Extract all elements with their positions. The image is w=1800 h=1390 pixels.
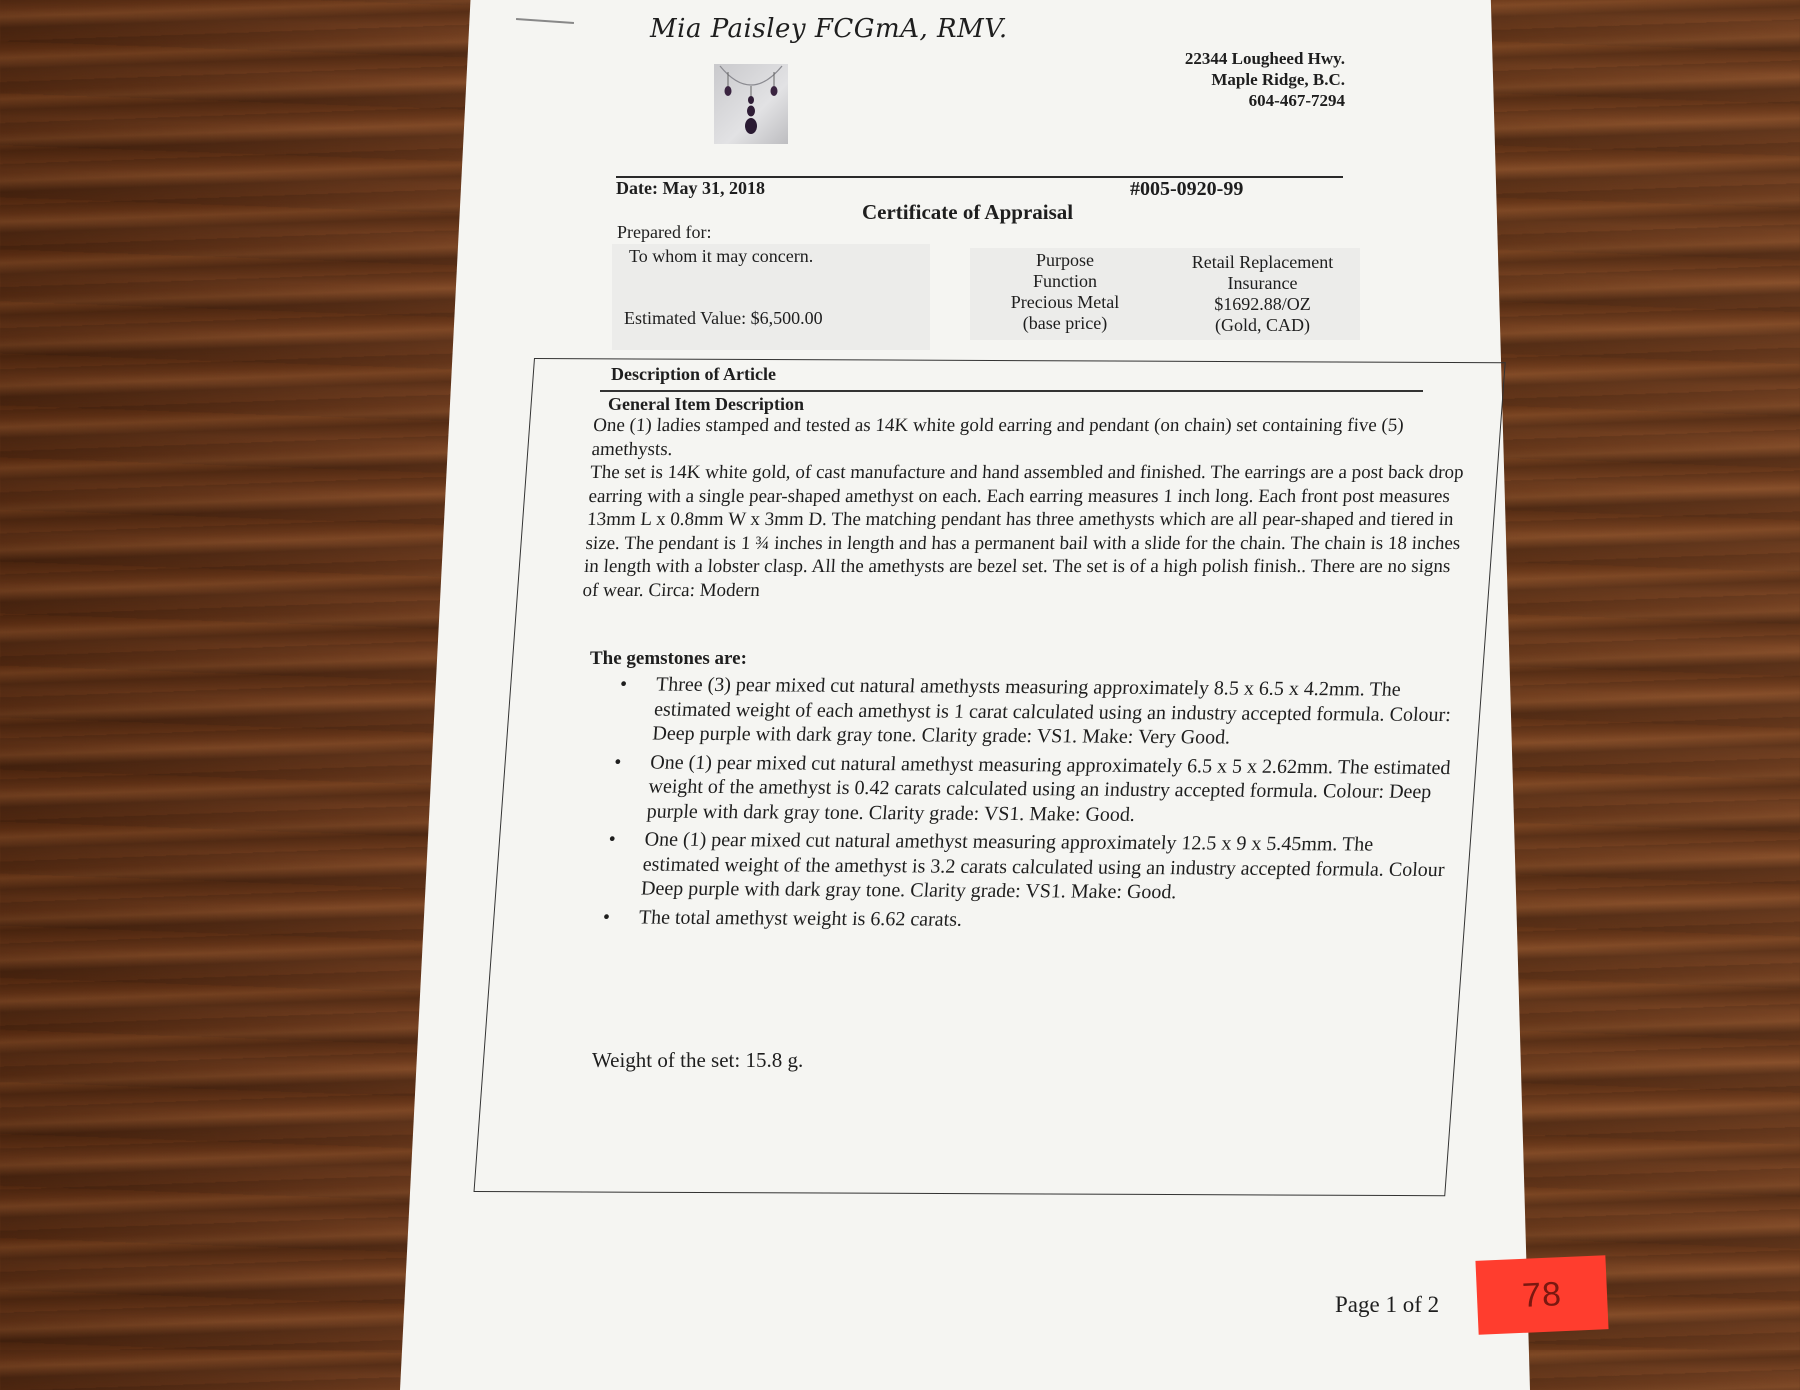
description-paragraph-1: One (1) ladies stamped and tested as 14K white gold earring and pendant (on chain) set containing five (5) amethysts. — [591, 415, 1405, 460]
pen-mark — [516, 18, 574, 24]
value-metal-price: $1692.88/OZ — [1214, 294, 1311, 314]
description-header: Description of Article — [611, 364, 776, 384]
description-paragraph-2: The set is 14K white gold, of cast manufacture and hand assembled and finished. The earrings are a post back drop earring with a single pear-shaped amethyst on each. Each earring measures 1 inch long. Each front post measures 13mm L x 0.8mm W x 3mm D. The matching pendant has three amethysts which are all pear-shaped and tiered in size. The pendant is 1 ¾ inches in length and has a permanent bail with a slide for the chain. The chain is 18 inches in length with a lobster clasp. All the amethysts are bezel set. The set is of a high polish finish.. There are no signs of wear. Circa: Modern — [581, 462, 1465, 601]
sticker-price: 78 — [1521, 1274, 1563, 1315]
label-base-price: (base price) — [1022, 313, 1108, 333]
page-number: Page 1 of 2 — [1335, 1292, 1440, 1317]
price-sticker — [1475, 1255, 1608, 1335]
value-function: Insurance — [1227, 273, 1298, 293]
appraiser-address — [1100, 48, 1345, 111]
list-item: • The total amethyst weight is 6.62 carats. — [602, 905, 963, 931]
bullet-icon: • — [602, 905, 611, 928]
label-precious-metal: Precious Metal — [1010, 292, 1120, 312]
prepared-for: To whom it may concern. — [629, 246, 814, 266]
description-header-divider — [600, 390, 1423, 392]
appraiser-name: Mia Paisley FCGmA, RMV. — [650, 14, 1008, 44]
list-item: • Three (3) pear mixed cut natural amethysts measuring approximately 8.5 x 6.5 x 4.2mm. The estimated weight of each amethyst is 1 carat calculated using an industry accepted formula. Colour: Deep purple with dark gray tone. Clarity grade: VS1. Make: Very Good. — [619, 673, 1452, 749]
set-weight: Weight of the set: 15.8 g. — [592, 1048, 804, 1072]
appraisal-date: Date: May 31, 2018 — [616, 178, 765, 198]
label-function: Function — [1032, 271, 1097, 291]
purpose-labels — [990, 250, 1140, 334]
estimated-value: Estimated Value: $6,500.00 — [624, 308, 823, 328]
gemstones-title: The gemstones are: — [590, 648, 747, 669]
certificate-number: #005-0920-99 — [1130, 178, 1244, 200]
certificate-title: Certificate of Appraisal — [862, 200, 1074, 224]
value-purpose: Retail Replacement — [1191, 252, 1334, 272]
address-line-2: Maple Ridge, B.C. — [1211, 70, 1345, 89]
prepared-label: Prepared for: — [617, 222, 712, 242]
jewelry-photo — [714, 64, 788, 144]
list-item: • One (1) pear mixed cut natural amethyst measuring approximately 12.5 x 9 x 5.45mm. The estimated weight of the amethyst is 3.2 carats calculated using an industry accepted formula. Colour Deep purple with dark gray tone. Clarity grade: VS1. Make: Good. — [607, 828, 1446, 904]
general-item-title: General Item Description — [608, 394, 804, 414]
value-metal-unit: (Gold, CAD) — [1215, 315, 1310, 335]
necklace-earrings-image — [714, 64, 788, 144]
purpose-values — [1165, 252, 1360, 336]
gemstone-list — [566, 672, 1465, 939]
label-purpose: Purpose — [1036, 250, 1094, 270]
address-line-1: 22344 Lougheed Hwy. — [1184, 49, 1345, 68]
phone-number: 604-467-7294 — [1248, 91, 1345, 110]
list-item: • One (1) pear mixed cut natural amethyst measuring approximately 6.5 x 5 x 2.62mm. The estimated weight of the amethyst is 0.42 carats calculated using an industry accepted formula. Colour: Deep purple with dark gray tone. Clarity grade: VS1. Make: Good. — [613, 750, 1452, 826]
general-description — [582, 414, 1474, 602]
bullet-icon: • — [607, 828, 617, 851]
bullet-icon: • — [613, 750, 623, 773]
bullet-icon: • — [619, 673, 628, 696]
